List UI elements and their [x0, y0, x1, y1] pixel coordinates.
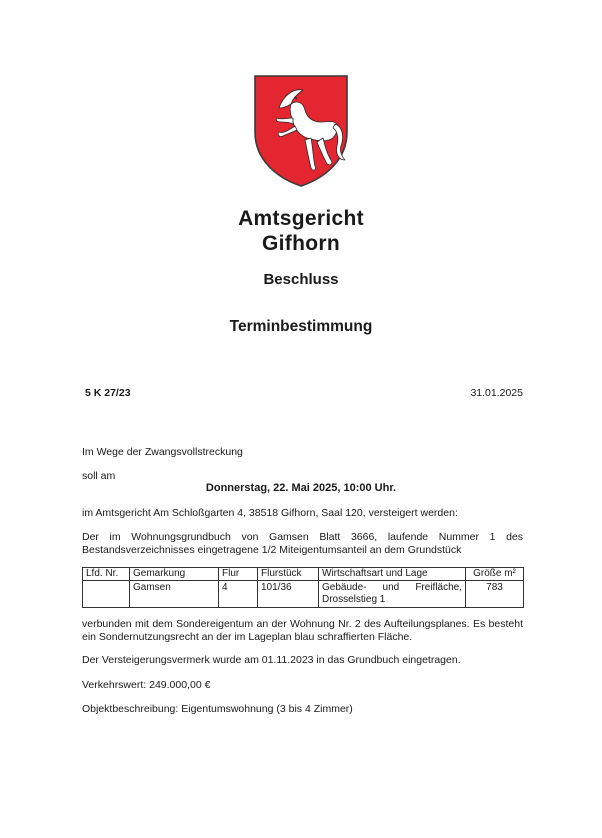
intro-text: Im Wege der Zwangsvollstreckung [82, 446, 243, 458]
auction-datetime: Donnerstag, 22. Mai 2025, 10:00 Uhr. [205, 482, 397, 494]
court-name-line1: Amtsgericht [238, 207, 364, 230]
soll-am-text: soll am [82, 470, 116, 482]
cell-lfd-nr [83, 581, 130, 608]
document-date: 31.01.2025 [470, 387, 523, 399]
table-header-row [83, 568, 524, 581]
coat-of-arms-icon [253, 74, 349, 188]
cell-wirtschaftsart: Gebäude- und Freifläche, Drosselstieg 1 [319, 581, 466, 608]
col-header-flur: Flur [219, 568, 258, 581]
col-header-wirtschaftsart: Wirtschaftsart und Lage [319, 568, 466, 581]
verkehrswert-text: Verkehrswert: 249.000,00 € [82, 679, 211, 691]
col-header-lfd-nr: Lfd. Nr. [83, 568, 130, 581]
col-header-flurstueck: Flurstück [258, 568, 319, 581]
col-header-gemarkung: Gemarkung [130, 568, 219, 581]
cell-flurstueck: 101/36 [258, 581, 319, 608]
cell-gemarkung: Gamsen [130, 581, 219, 608]
table-row [83, 581, 524, 608]
cell-groesse: 783 [466, 581, 524, 608]
col-header-groesse: Größe m² [466, 568, 524, 581]
document-subject: Terminbestimmung [229, 318, 373, 335]
file-number: 5 K 27/23 [85, 387, 131, 399]
decision-type: Beschluss [263, 271, 339, 288]
objekt-text: Objektbeschreibung: Eigentumswohnung (3 bis 4 Zimmer) [82, 703, 353, 715]
property-intro: Der im Wohnungsgrundbuch von Gamsen Blatt 3666, laufende Nummer 1 des Bestandsverzeichnisses eingetragene 1/2 Miteigentumsanteil an dem Grundstück [82, 531, 523, 556]
sondereigentum-text: verbunden mit dem Sondereigentum an der Wohnung Nr. 2 des Aufteilungsplanes. Es besteht ein Sondernutzungsrecht an der im Lageplan blau schraffierten Fläche. [82, 618, 523, 643]
vermerk-text: Der Versteigerungsvermerk wurde am 01.11.2023 in das Grundbuch eingetragen. [82, 654, 461, 666]
location-text: im Amtsgericht Am Schloßgarten 4, 38518 Gifhorn, Saal 120, versteigert werden: [82, 507, 458, 519]
cell-flur: 4 [219, 581, 258, 608]
property-table [82, 567, 524, 608]
court-name-line2: Gifhorn [262, 232, 340, 255]
